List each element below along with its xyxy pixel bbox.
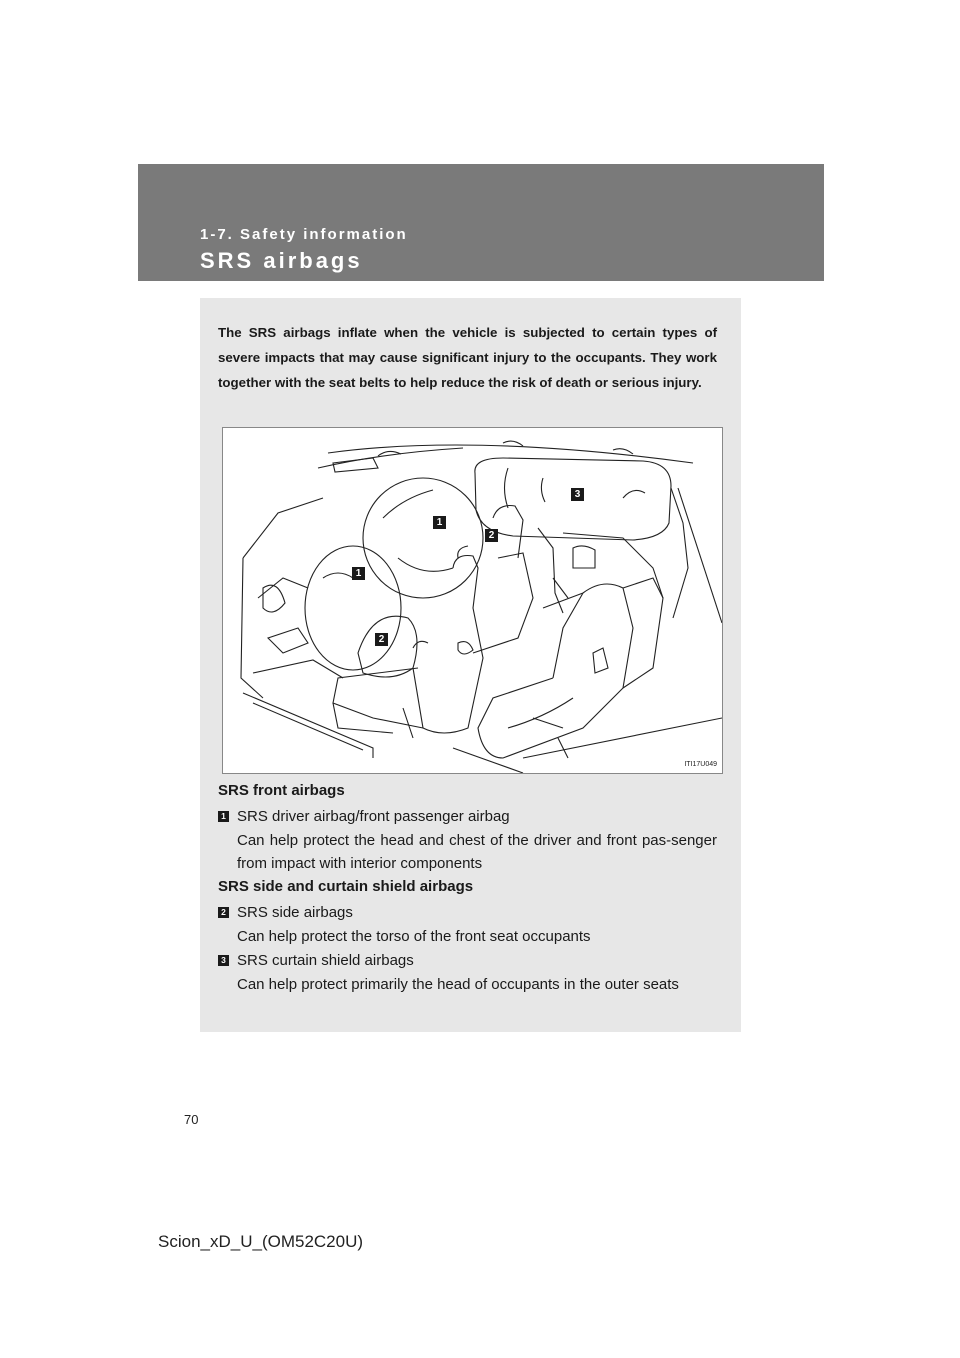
header-band (138, 164, 824, 281)
item-title: SRS curtain shield airbags (237, 952, 414, 969)
marker-3-icon: 3 (218, 955, 229, 966)
callout-2-rear: 2 (485, 529, 498, 542)
page-number: 70 (184, 1112, 199, 1127)
airbag-illustration (222, 427, 723, 774)
callout-2-front: 2 (375, 633, 388, 646)
item-title: SRS side airbags (237, 904, 353, 921)
page-title: SRS airbags (200, 248, 363, 273)
intro-paragraph: The SRS airbags inflate when the vehicle is subjected to certain types of severe impacts that may cause significant injury to the occupants. They work together with the seat belts to help reduce the risk of death or serious injury. (218, 325, 717, 390)
marker-1-icon: 1 (218, 811, 229, 822)
item-title: SRS driver airbag/front passenger airbag (237, 808, 510, 825)
car-interior-drawing (223, 428, 722, 773)
item-description: Can help protect primarily the head of occupants in the outer seats (237, 976, 679, 993)
marker-2-icon: 2 (218, 907, 229, 918)
callout-3: 3 (571, 488, 584, 501)
section-heading-side-curtain-airbags: SRS side and curtain shield airbags (218, 878, 474, 895)
item-description: Can help protect the head and chest of the driver and front pas-senger from impact with interior components (237, 832, 717, 872)
document-id: Scion_xD_U_(OM52C20U) (158, 1232, 364, 1251)
section-label: 1-7. Safety information (200, 226, 408, 243)
content-panel (200, 298, 741, 1032)
figure-code: ITI17U049 (684, 761, 717, 768)
callout-1-upper: 1 (433, 516, 446, 529)
callout-1-lower: 1 (352, 567, 365, 580)
item-description: Can help protect the torso of the front seat occupants (237, 928, 591, 945)
section-heading-front-airbags: SRS front airbags (218, 782, 345, 799)
